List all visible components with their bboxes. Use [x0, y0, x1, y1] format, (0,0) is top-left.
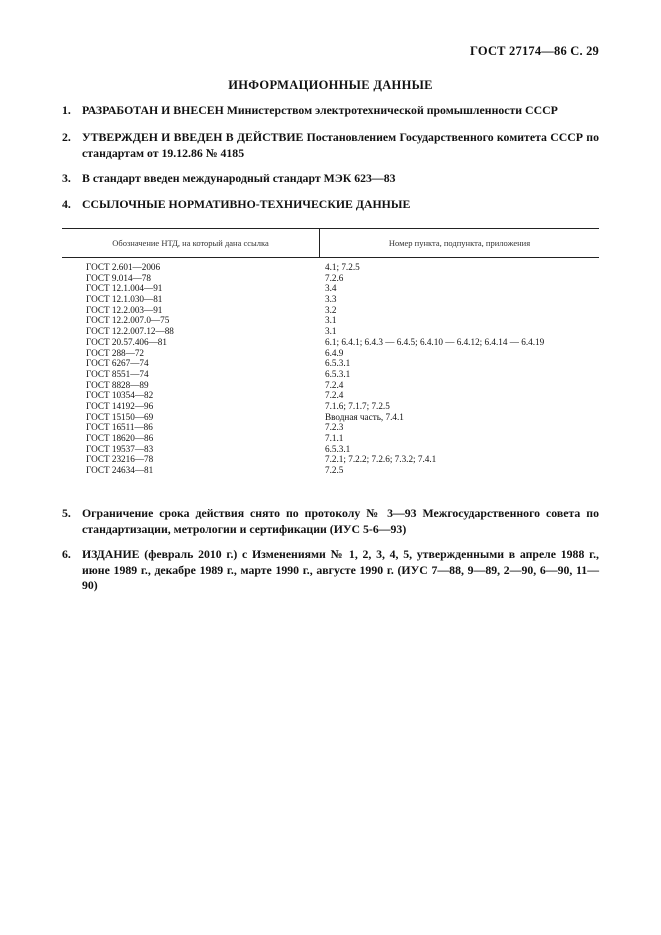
table-row	[62, 337, 599, 348]
table-row	[62, 305, 599, 316]
item-4	[62, 197, 599, 213]
table-row	[62, 412, 599, 423]
item-number: 3.	[62, 171, 71, 185]
cell-clause: 7.2.5	[325, 465, 344, 476]
table-row	[62, 390, 599, 401]
table-row	[62, 273, 599, 284]
item-number: 6.	[62, 547, 71, 561]
cell-clause: 3.4	[325, 283, 337, 294]
cell-document: ГОСТ 6267—74	[86, 358, 149, 369]
cell-document: ГОСТ 12.2.007.12—88	[86, 326, 174, 337]
cell-clause: 7.2.1; 7.2.2; 7.2.6; 7.3.2; 7.4.1	[325, 454, 437, 465]
item-text: ИЗДАНИЕ (февраль 2010 г.) с Изменениями № 1, 2, 3, 4, 5, утвержденными в апреле 1988 г., июне 1989 г., декабре 1989 г., марте 1990 г., августе 1990 г. (ИУС 7—88, 9—89, 2—90, 6—90, 11—90)	[82, 547, 599, 592]
cell-document: ГОСТ 12.1.030—81	[86, 294, 163, 305]
table-row	[62, 294, 599, 305]
cell-clause: 7.1.1	[325, 433, 344, 443]
cell-document: ГОСТ 15150—69	[86, 411, 154, 422]
cell-document: ГОСТ 24634—81	[86, 465, 154, 476]
table-row	[62, 401, 599, 412]
table-row	[62, 380, 599, 391]
cell-document: ГОСТ 9.014—78	[86, 272, 151, 283]
cell-document: ГОСТ 8551—74	[86, 368, 149, 379]
cell-document: ГОСТ 2.601—2006	[86, 262, 161, 272]
cell-clause: 3.2	[325, 304, 337, 315]
cell-clause: 7.2.6	[325, 272, 344, 283]
cell-document: ГОСТ 12.1.004—91	[86, 283, 163, 294]
table-row	[62, 283, 599, 294]
cell-document: ГОСТ 12.2.003—91	[86, 304, 163, 315]
cell-clause: 6.5.3.1	[325, 443, 351, 454]
cell-document: ГОСТ 20.57.406—81	[86, 336, 167, 347]
cell-clause: 3.1	[325, 315, 337, 326]
table-body	[62, 258, 599, 476]
table-row	[62, 369, 599, 380]
item-number: 2.	[62, 130, 71, 144]
cell-clause: 6.5.3.1	[325, 368, 351, 379]
cell-clause: 6.4.9	[325, 347, 344, 358]
table-row	[62, 465, 599, 476]
cell-document: ГОСТ 8828—89	[86, 379, 149, 390]
item-number: 4.	[62, 197, 71, 211]
page-header: ГОСТ 27174—86 С. 29	[470, 44, 599, 58]
cell-document: ГОСТ 19537—83	[86, 443, 154, 454]
cell-clause: 3.1	[325, 326, 337, 337]
table-row	[62, 326, 599, 337]
table-row	[62, 358, 599, 369]
cell-clause: 4.1; 7.2.5	[325, 262, 360, 272]
reference-table	[62, 228, 599, 476]
column-header-clause: Номер пункта, подпункта, приложения	[388, 238, 531, 248]
cell-document: ГОСТ 16511—86	[86, 422, 153, 433]
cell-clause: 3.3	[325, 294, 337, 305]
table-row	[62, 444, 599, 455]
table-row	[62, 433, 599, 444]
item-3	[62, 171, 599, 187]
item-text: РАЗРАБОТАН И ВНЕСЕН Министерством электротехнической промышленности СССР	[82, 103, 558, 117]
cell-clause: 6.5.3.1	[325, 358, 351, 369]
page-title: ИНФОРМАЦИОННЫЕ ДАННЫЕ	[228, 78, 433, 92]
item-5	[62, 506, 599, 537]
cell-clause: 6.1; 6.4.1; 6.4.3 — 6.4.5; 6.4.10 — 6.4.12; 6.4.14 — 6.4.19	[325, 336, 545, 347]
item-number: 5.	[62, 506, 71, 520]
cell-clause: 7.1.6; 7.1.7; 7.2.5	[325, 400, 390, 411]
cell-document: ГОСТ 10354—82	[86, 390, 154, 401]
cell-document: ГОСТ 288—72	[86, 347, 145, 358]
table-row	[62, 454, 599, 465]
cell-document: ГОСТ 23216—78	[86, 454, 154, 465]
item-6	[62, 547, 599, 594]
cell-document: ГОСТ 18620—86	[86, 433, 154, 443]
table-row	[62, 262, 599, 273]
item-text: В стандарт введен международный стандарт МЭК 623—83	[82, 171, 396, 185]
cell-clause: 7.2.4	[325, 379, 344, 390]
item-2	[62, 130, 599, 161]
item-text: УТВЕРЖДЕН И ВВЕДЕН В ДЕЙСТВИЕ Постановлением Государственного комитета СССР по стандартам от 19.12.86 № 4185	[82, 130, 599, 160]
table-row	[62, 315, 599, 326]
cell-clause: Вводная часть, 7.4.1	[325, 411, 404, 422]
item-1	[62, 103, 599, 119]
column-header-document: Обозначение НТД, на который дана ссылка	[112, 238, 269, 248]
table-row	[62, 422, 599, 433]
item-text: Ограничение срока действия снято по протоколу № 3—93 Межгосударственного совета по стандартизации, метрологии и сертификации (ИУС 5-6—93)	[82, 506, 599, 536]
table-row	[62, 348, 599, 359]
cell-document: ГОСТ 14192—96	[86, 400, 154, 411]
cell-document: ГОСТ 12.2.007.0—75	[86, 315, 170, 326]
cell-clause: 7.2.3	[325, 422, 344, 433]
item-number: 1.	[62, 103, 71, 117]
cell-clause: 7.2.4	[325, 390, 344, 401]
item-text: ССЫЛОЧНЫЕ НОРМАТИВНО-ТЕХНИЧЕСКИЕ ДАННЫЕ	[82, 197, 411, 211]
table-header	[62, 228, 599, 258]
